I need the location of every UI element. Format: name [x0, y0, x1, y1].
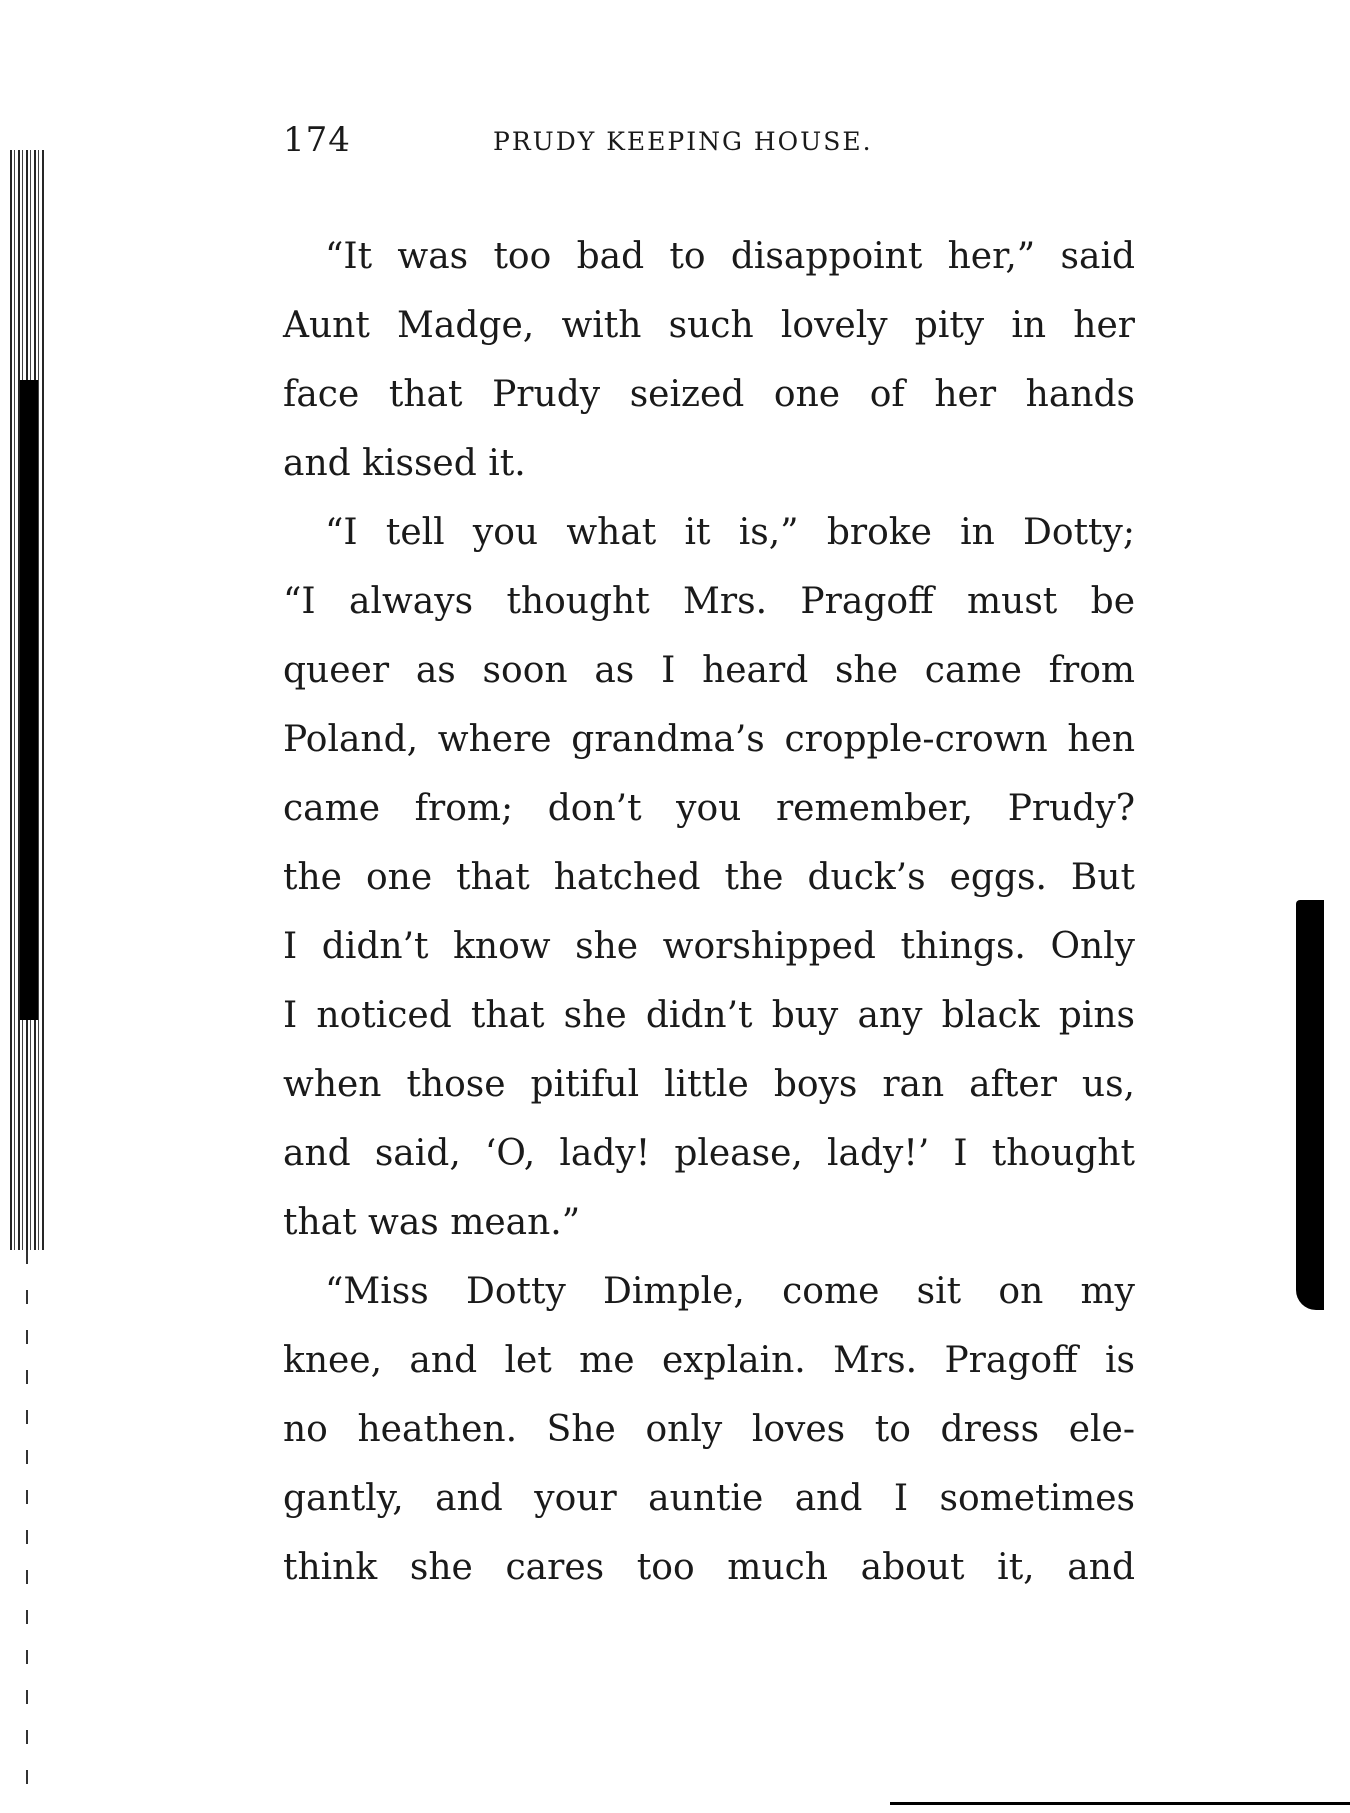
- text-line: “It was too bad to disappoint her,” said: [325, 236, 1135, 277]
- text-line: and said, ‘O, lady! please, lady!’ I thought: [283, 1133, 1135, 1174]
- text-line: think she cares too much about it, and: [283, 1547, 1135, 1588]
- text-line: “I tell you what it is,” broke in Dotty;: [325, 512, 1135, 553]
- text-line: when those pitiful little boys ran after us,: [283, 1064, 1135, 1105]
- page-number: 174: [283, 120, 351, 160]
- running-head: [283, 118, 1043, 162]
- text-line: Aunt Madge, with such lovely pity in her: [283, 305, 1135, 346]
- text-line: came from; don’t you remember, Prudy?: [283, 788, 1135, 829]
- running-title: PRUDY KEEPING HOUSE.: [493, 127, 873, 156]
- scan-edge-left-faint: [26, 1250, 28, 1810]
- text-line: gantly, and your auntie and I sometimes: [283, 1478, 1135, 1519]
- text-line: knee, and let me explain. Mrs. Pragoff is: [283, 1340, 1135, 1381]
- text-line: “Miss Dotty Dimple, come sit on my: [325, 1271, 1135, 1312]
- page-body: [283, 222, 1135, 1602]
- text-line: face that Prudy seized one of her hands: [283, 374, 1135, 415]
- text-line: I noticed that she didn’t buy any black pins: [283, 995, 1135, 1036]
- text-line: the one that hatched the duck’s eggs. But: [283, 857, 1135, 898]
- text-line: queer as soon as I heard she came from: [283, 650, 1135, 691]
- scan-edge-right-shadow: [1296, 900, 1324, 1310]
- text-line: that was mean.”: [283, 1202, 581, 1243]
- scan-edge-left-shadow: [20, 380, 38, 1020]
- scan-bottom-edge: [890, 1802, 1350, 1805]
- text-line: Poland, where grandma’s cropple-crown hen: [283, 719, 1135, 760]
- text-line: no heathen. She only loves to dress ele-: [283, 1409, 1135, 1450]
- text-line: “I always thought Mrs. Pragoff must be: [283, 581, 1135, 622]
- text-line: I didn’t know she worshipped things. Only: [283, 926, 1135, 967]
- text-line: and kissed it.: [283, 443, 526, 484]
